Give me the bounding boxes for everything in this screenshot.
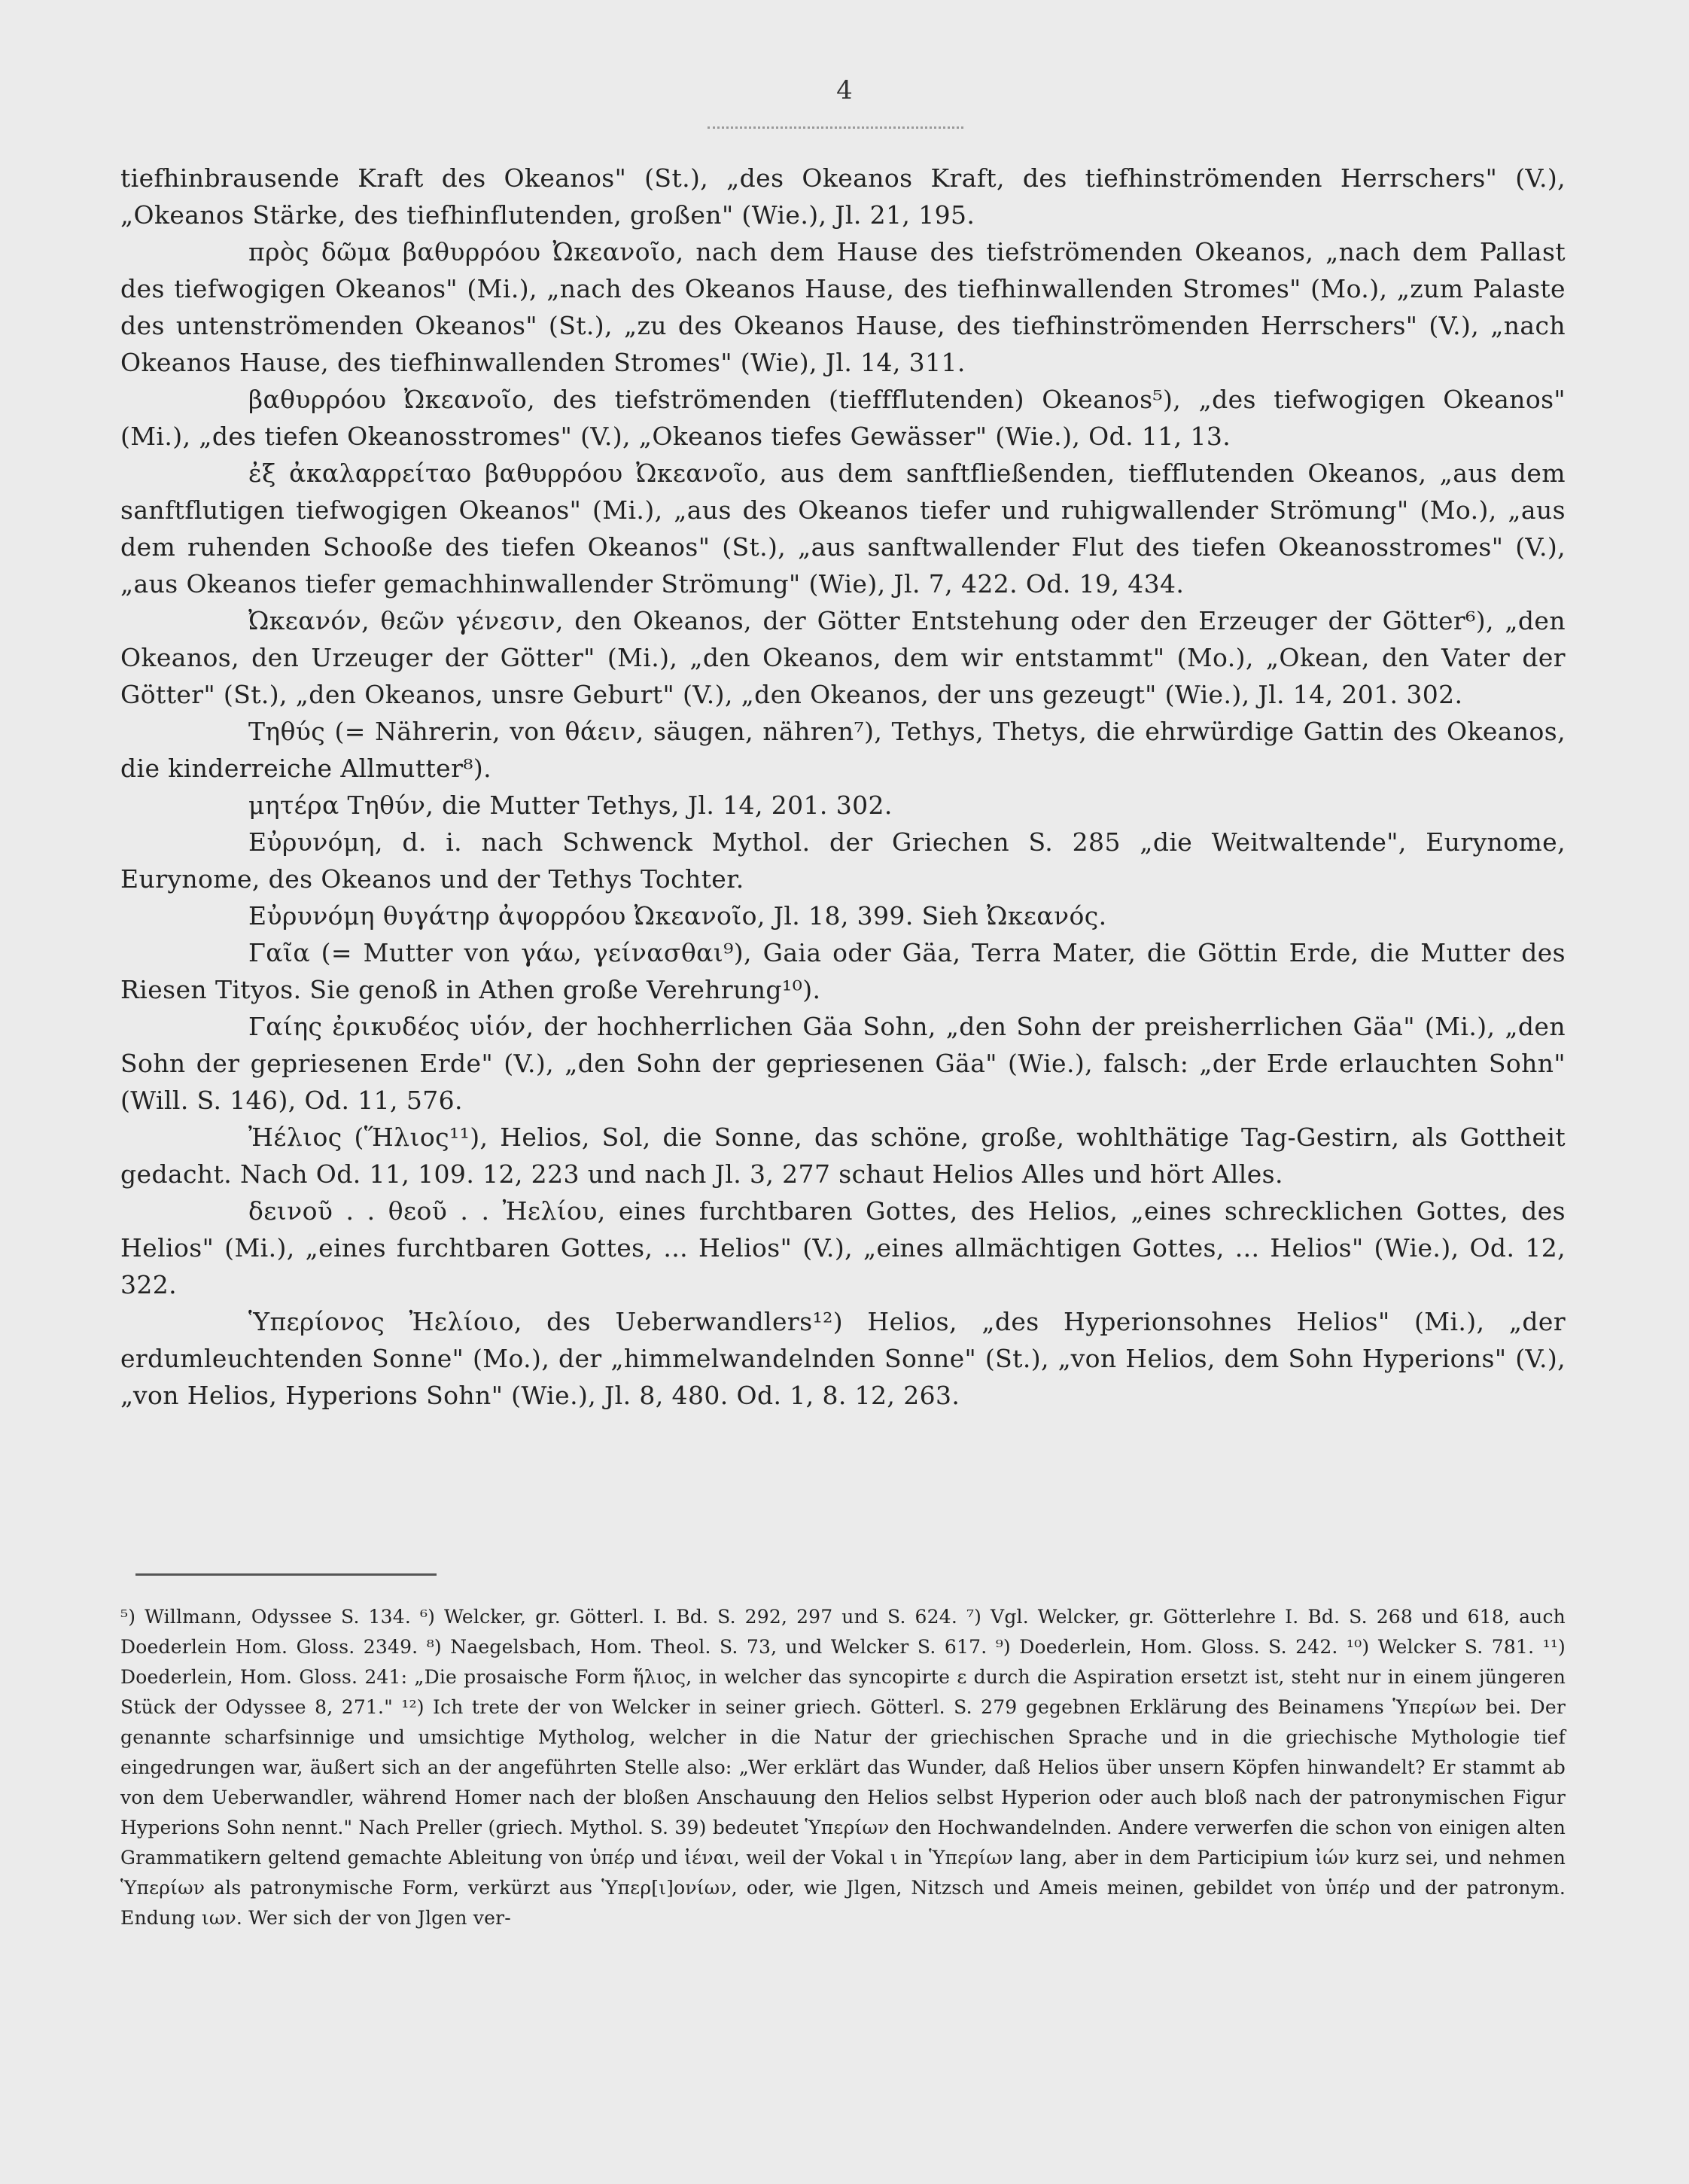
paragraph: Ὑπερίονος Ἠελίοιο, des Ueberwandlers¹²) Helios, „des Hyperionsohnes Helios" (Mi.), „der erdumleuchtenden Sonne" (Mo.), der „himmelwandelnden Sonne" (St.), „von Helios, dem Sohn Hyperions" (V.), „von Helios, Hyperions Sohn" (Wie.), Jl. 8, 480. Od. 1, 8. 12, 263. [120,1307,1566,1410]
header-rule [708,126,963,129]
paragraph: δεινοῦ . . θεοῦ . . Ἠελίου, eines furchtbaren Gottes, des Helios, „eines schrecklichen Gottes, des Helios" (Mi.), „eines furchtbaren Gottes, ... Helios" (V.), „eines allmächtigen Gottes, ... Helios" (Wie.), Od. 12, 322. [120,1196,1566,1299]
footnotes [120,1602,1566,1933]
paragraph: ἐξ ἀκαλαρρείταο βαθυρρόου Ὠκεανοῖο, aus dem sanftfließenden, tiefflutenden Okeanos, „aus dem sanftflutigen tiefwogigen Okeanos" (Mi.), „aus des Okeanos tiefer und ruhigwallender Strömung" (Mo.), „aus dem ruhenden Schooße des tiefen Okeanos" (St.), „aus sanftwallender Flut des tiefen Okeanosstromes" (V.), „aus Okeanos tiefer gemachhinwallender Strömung" (Wie), Jl. 7, 422. Od. 19, 434. [120,458,1566,599]
paragraph: βαθυρρόου Ὠκεανοῖο, des tiefströmenden (tieffflutenden) Okeanos⁵), „des tiefwogigen Okeanos" (Mi.), „des tiefen Okeanosstromes" (V.), „Okeanos tiefes Gewässer" (Wie.), Od. 11, 13. [120,385,1566,451]
paragraph: μητέρα Τηθύν, die Mutter Tethys, Jl. 14, 201. 302. [248,790,893,820]
paragraph: Ἠέλιος (Ἥλιος¹¹), Helios, Sol, die Sonne, das schöne, große, wohlthätige Tag-Gestirn, als Gottheit gedacht. Nach Od. 11, 109. 12, 223 und nach Jl. 3, 277 schaut Helios Alles und hört Alles. [120,1122,1566,1189]
footnote-text: ⁵) Willmann, Odyssee S. 134. ⁶) Welcker, gr. Götterl. I. Bd. S. 292, 297 und S. 624. ⁷) Vgl. Welcker, gr. Götterlehre I. Bd. S. 268 und 618, auch Doederlein Hom. Gloss. 2349. ⁸) Naegelsbach, Hom. Theol. S. 73, und Welcker S. 617. ⁹) Doederlein, Hom. Gloss. S. 242. ¹⁰) Welcker S. 781. ¹¹) Doederlein, Hom. Gloss. 241: „Die prosaische Form ἥλιος, in welcher das syncopirte ε durch die Aspiration ersetzt ist, steht nur in einem jüngeren Stück der Odyssee 8, 271." ¹²) Ich trete der von Welcker in seiner griech. Götterl. S. 279 gegebnen Erklärung des Beinamens Ὑπερίων bei. Der genannte scharfsinnige und umsichtige Mytholog, welcher in die Natur der griechischen Sprache und in die griechische Mythologie tief eingedrungen war, äußert sich an der angeführten Stelle also: „Wer erklärt das Wunder, daß Helios über unsern Köpfen hinwandelt? Er stammt ab von dem Ueberwandler, während Homer nach der bloßen Anschauung den Helios selbst Hyperion oder auch bloß nach der patronymischen Figur Hyperions Sohn nennt." Nach Preller (griech. Mythol. S. 39) bedeutet Ὑπερίων den Hochwandelnden. Andere verwerfen die schon von einigen alten Grammatikern geltend gemachte Ableitung von ὑπέρ und ἰέναι, weil der Vokal ι in Ὑπερίων lang, aber in dem Participium ἰών kurz sei, und nehmen Ὑπερίων als patronymische Form, verkürzt aus Ὑπερ[ι]ονίων, oder, wie Jlgen, Nitzsch und Ameis meinen, gebildet von ὑπέρ und der patronym. Endung ιων. Wer sich der von Jlgen ver- [120,1606,1566,1929]
paragraph: Ὠκεανόν, θεῶν γένεσιν, den Okeanos, der Götter Entstehung oder den Erzeuger der Götter⁶), „den Okeanos, den Urzeuger der Götter" (Mi.), „den Okeanos, dem wir entstammt" (Mo.), „Okean, den Vater der Götter" (St.), „den Okeanos, unsre Geburt" (V.), „den Okeanos, der uns gezeugt" (Wie.), Jl. 14, 201. 302. [120,606,1566,709]
paragraph: Εὐρυνόμη, d. i. nach Schwenck Mythol. der Griechen S. 285 „die Weitwaltende", Eurynome, Eurynome, des Okeanos und der Tethys Tochter. [120,827,1566,894]
paragraph: Εὐρυνόμη θυγάτηρ ἀψορρόου Ὠκεανοῖο, Jl. 18, 399. Sieh Ὠκεανός. [248,901,1107,931]
paragraph: πρὸς δῶμα βαθυρρόου Ὠκεανοῖο, nach dem Hause des tiefströmenden Okeanos, „nach dem Pallast des tiefwogigen Okeanos" (Mi.), „nach des Okeanos Hause, des tiefhinwallenden Stromes" (Mo.), „zum Palaste des untenströmenden Okeanos" (St.), „zu des Okeanos Hause, des tiefhinströmenden Herrschers" (V.), „nach Okeanos Hause, des tiefhinwallenden Stromes" (Wie), Jl. 14, 311. [120,237,1566,377]
paragraph: Γαῖα (= Mutter von γάω, γείνασθαι⁹), Gaia oder Gäa, Terra Mater, die Göttin Erde, die Mutter des Riesen Tityos. Sie genoß in Athen große Verehrung¹⁰). [120,938,1566,1004]
page-number: 4 [836,75,853,105]
footnote-rule [135,1573,437,1576]
paragraph: tiefhinbrausende Kraft des Okeanos" (St.), „des Okeanos Kraft, des tiefhinströmenden Herrschers" (V.), „Okeanos Stärke, des tiefhinflutenden, großen" (Wie.), Jl. 21, 195. [120,163,1566,230]
main-text [120,160,1566,1414]
paragraph: Γαίης ἐρικυδέος υἱόν, der hochherrlichen Gäa Sohn, „den Sohn der preisherrlichen Gäa" (Mi.), „den Sohn der gepriesenen Erde" (V.), „den Sohn der gepriesenen Gäa" (Wie.), falsch: „der Erde erlauchten Sohn" (Will. S. 146), Od. 11, 576. [120,1012,1566,1115]
paragraph: Τηθύς (= Nährerin, von θάειν, säugen, nähren⁷), Tethys, Thetys, die ehrwürdige Gattin des Okeanos, die kinderreiche Allmutter⁸). [120,717,1566,783]
